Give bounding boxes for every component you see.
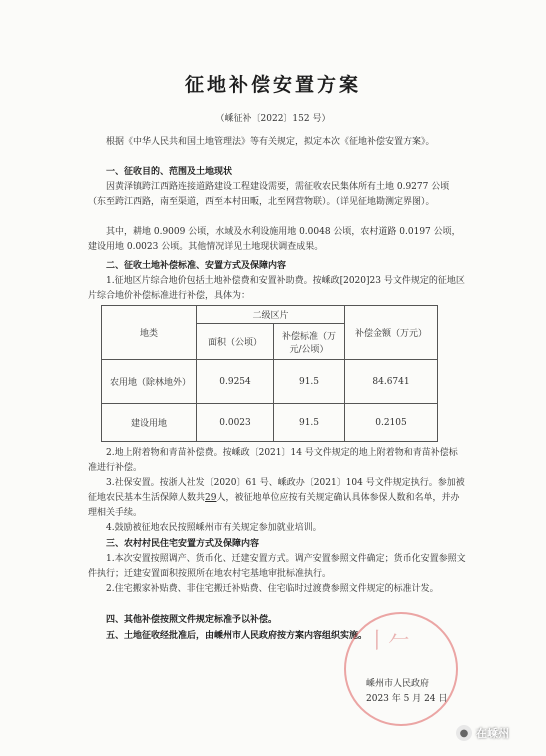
watermark-text: 在嵊州	[476, 727, 509, 740]
insured-count: 29	[205, 493, 217, 503]
section-1-paragraph-2: 其中，耕地 0.9009 公顷，水域及水利设施用地 0.0048 公顷，农村道路 0.0197 公顷，建设用地 0.0023 公顷。其他情况详见土地现状调查成果。	[88, 227, 461, 252]
section-2-heading: 二、征收土地补偿标准、安置方式及保障内容	[106, 261, 287, 271]
cell-land-type: 建设用地	[102, 404, 197, 442]
signature-date: 2023 年 5 月 24 日	[366, 694, 448, 704]
section-3-paragraph-2: 2.住宅搬家补贴费、非住宅搬迁补贴费、住宅临时过渡费参照文件规定的标准计发。	[106, 584, 439, 594]
table-header-amount: 补偿金额（万元）	[345, 306, 438, 360]
section-1-paragraph-1: 因黄泽镇跨江西路连接道路建设工程建设需要，需征收农民集体所有土地 0.9277 公顷（东至跨江西路，南至渠道，西至本村田畈，北至网营物联）。（详见征地勘测定界图）。	[88, 182, 450, 207]
section-3-paragraph-1: 1.本次安置按照调产、货币化、迁建安置方式。调产安置参照文件确定；货币化安置参照文件执行；迁建安置面积按照所在地农村宅基地审批标准执行。	[88, 554, 466, 579]
cell-area: 0.9254	[197, 360, 274, 404]
table-header-area: 面积（公顷）	[197, 324, 274, 360]
section-4-heading: 四、其他补偿按照文件规定标准予以补偿。	[106, 615, 278, 625]
cell-area: 0.0023	[197, 404, 274, 442]
document-title: 征地补偿安置方案	[184, 74, 361, 96]
section-2-paragraph-2: 2.地上附着物和青苗补偿费。按嵊政〔2021〕14 号文件规定的地上附着物和青苗补偿标准进行补偿。	[88, 448, 458, 473]
table-row	[102, 360, 438, 404]
section-3-heading: 三、农村村民住宅安置方式及保障内容	[106, 539, 260, 549]
table-header-land-type: 地类	[102, 306, 197, 360]
section-2-paragraph-4: 4.鼓励被征地农民按照嵊州市有关规定参加就业培训。	[106, 523, 322, 533]
intro-paragraph: 根据《中华人民共和国土地管理法》等有关规定，拟定本次《征地补偿安置方案》。	[106, 137, 435, 147]
section-2-paragraph-3: 3.社保安置。按浙人社发〔2020〕61 号、嵊政办〔2021〕104 号文件规定执行。参加被征地农民基本生活保障人数共29人，被征地单位应按有关规定确认具体参保人数和名单，并办理相关手续。	[88, 478, 465, 518]
wechat-icon: ●	[456, 725, 472, 741]
section-2-paragraph-1: 1.征地区片综合地价包括土地补偿费和安置补助费。按嵊政[2020]23 号文件规定的征地区片综合地价补偿标准进行补偿，具体为：	[88, 276, 465, 301]
seal-mark: 丨𠂉	[366, 629, 411, 654]
cell-amount: 0.2105	[345, 404, 438, 442]
watermark	[456, 722, 540, 744]
cell-amount: 84.6741	[345, 360, 438, 404]
table-header-standard: 补偿标准（万元/公顷）	[274, 324, 345, 360]
document-number: （嵊征补〔2022〕152 号）	[215, 114, 331, 124]
section-5-heading: 五、土地征收经批准后，由嵊州市人民政府按方案内容组织实施。	[106, 631, 368, 641]
cell-standard: 91.5	[274, 404, 345, 442]
table-header-zone: 二级区片	[197, 306, 345, 324]
compensation-table	[101, 305, 438, 442]
section-1-heading: 一、征收目的、范围及土地现状	[106, 167, 233, 177]
cell-standard: 91.5	[274, 360, 345, 404]
table-row	[102, 404, 438, 442]
signature-org: 嵊州市人民政府	[366, 679, 430, 689]
cell-land-type: 农用地（除林地外）	[102, 360, 197, 404]
